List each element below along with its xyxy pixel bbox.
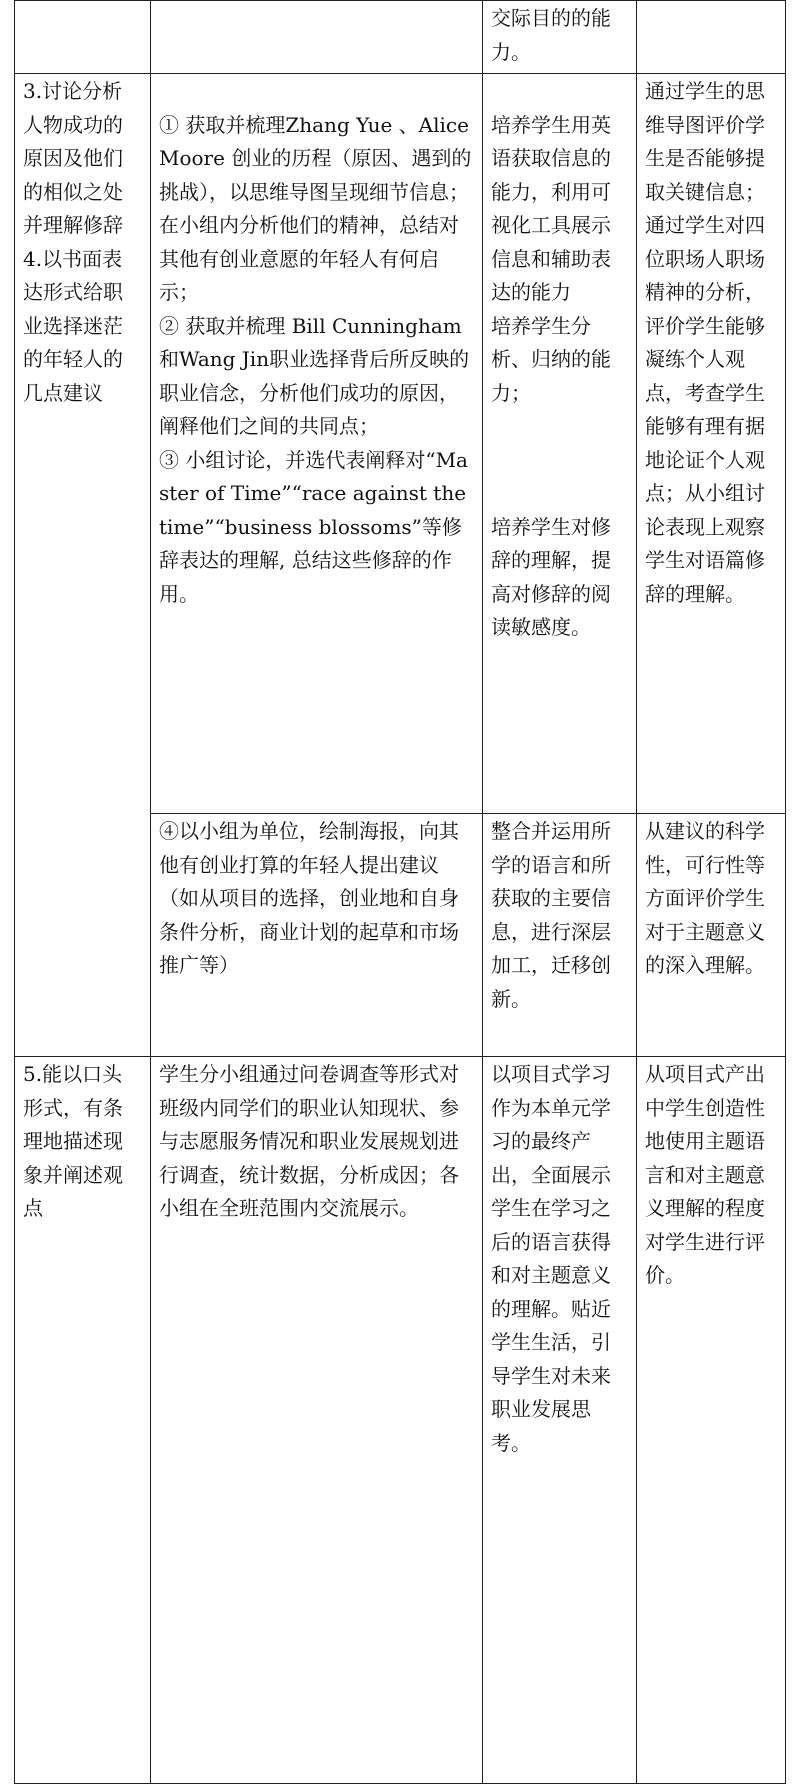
lesson-design-table — [14, 0, 786, 1784]
objective-cell: 3.讨论分析人物成功的原因及他们的相似之处并理解修辞 4.以书面表达形式给职业选择迷茫的年轻人的几点建议 — [15, 74, 151, 1057]
table-cell — [637, 1, 786, 74]
objective-cell: 5.能以口头形式，有条理地描述现象并阐述观点 — [15, 1057, 151, 1784]
evaluation-cell: 从项目式产出中学生创造性地使用主题语言和对主题意义理解的程度对学生进行评价。 — [637, 1057, 786, 1784]
activity-cell — [151, 74, 483, 814]
purpose-item: 培养学生用英语获取信息的能力，利用可视化工具展示信息和辅助表达的能力 — [491, 112, 611, 304]
purpose-cell: 整合并运用所学的语言和所获取的主要信息，进行深层加工，迁移创新。 — [483, 814, 637, 1057]
activity-cell: 学生分小组通过问卷调查等形式对班级内同学们的职业认知现状、参与志愿服务情况和职业发展规划进行调查，统计数据，分析成因；各小组在全班范围内交流展示。 — [151, 1057, 483, 1784]
spacer — [491, 410, 628, 477]
table-cell — [151, 1, 483, 74]
evaluation-cell: 从建议的科学性，可行性等方面评价学生对于主题意义的深入理解。 — [637, 814, 786, 1057]
activity-cell: ④以小组为单位，绘制海报，向其他有创业打算的年轻人提出建议（如从项目的选择，创业地和自身条件分析，商业计划的起草和市场推广等） — [151, 814, 483, 1057]
purpose-item: 培养学生对修辞的理解，提高对修辞的阅读敏感度。 — [491, 514, 611, 639]
activity-item: ① 获取并梳理Zhang Yue 、Alice Moore 创业的历程（原因、遇到的挑战），以思维导图呈现细节信息；在小组内分析他们的精神，总结对其他有创业意愿的年轻人有何启示； — [159, 112, 472, 304]
purpose-item: 培养学生分析、归纳的能力； — [491, 313, 611, 405]
table-row — [15, 1, 786, 74]
evaluation-cell: 通过学生的思维导图评价学生是否能够提取关键信息；通过学生对四位职场人职场精神的分析，评价学生能够凝练个人观点，考查学生能够有理有据地论证个人观点；从小组讨论表现上观察学生对语篇修辞的理解。 — [637, 74, 786, 814]
purpose-cell: 以项目式学习作为本单元学习的最终产出，全面展示学生在学习之后的语言获得和对主题意义的理解。贴近学生生活，引导学生对未来职业发展思考。 — [483, 1057, 637, 1784]
table-row — [15, 1057, 786, 1784]
activity-item: ③ 小组讨论，并选代表阐释对“Master of Time”“race against the time”“business blossoms”等修辞表达的理解, 总结这些修辞的作用。 — [159, 447, 468, 606]
activity-item: ② 获取并梳理 Bill Cunningham 和Wang Jin职业选择背后所反映的职业信念，分析他们成功的原因，阐释他们之间的共同点； — [159, 313, 470, 438]
table-row — [15, 74, 786, 814]
purpose-cell — [483, 74, 637, 814]
table-cell — [15, 1, 151, 74]
table-cell: 交际目的的能力。 — [483, 1, 637, 74]
